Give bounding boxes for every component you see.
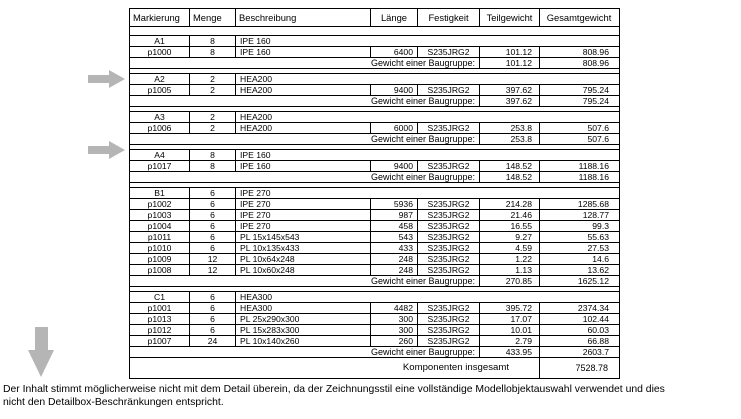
cell-grade: S235JRG2 [418, 47, 480, 57]
cell-desc: IPE 270 [240, 188, 271, 198]
grand-total-value: 7528.78 [575, 362, 608, 373]
cell-total-weight: 27.53 [587, 243, 609, 253]
report-table [129, 8, 620, 379]
cell-mark: C1 [130, 292, 190, 302]
part-row-p1005 [130, 85, 619, 96]
assembly-row-C1 [130, 292, 619, 303]
cell-mark: A2 [130, 74, 190, 84]
assembly-summary-label: Gewicht einer Baugruppe: [130, 172, 480, 182]
cell-qty: 6 [190, 199, 236, 209]
part-row-p1010 [130, 243, 619, 254]
cell-mark: p1002 [130, 199, 190, 209]
assembly-summary-row-A2 [130, 96, 619, 107]
arrow-stem [88, 75, 109, 83]
cell-desc: HEA300 [240, 292, 273, 302]
cell-desc: HEA200 [236, 85, 371, 95]
cell-total-weight: 1285.68 [577, 199, 609, 209]
cell-total-weight: 808.96 [582, 58, 609, 68]
cell-grade: S235JRG2 [418, 232, 480, 242]
cell-mark: p1009 [130, 254, 190, 264]
arrow-right-icon [109, 141, 125, 159]
cell-desc: IPE 160 [240, 36, 271, 46]
cell-mark: p1006 [130, 123, 190, 133]
arrow-stem [88, 146, 109, 154]
cell-part-weight: 253.8 [480, 123, 540, 133]
part-row-p1009 [130, 254, 619, 265]
cell-length: 260 [371, 336, 418, 346]
cell-length: 248 [371, 254, 418, 264]
cell-grade: S235JRG2 [418, 221, 480, 231]
cell-qty: 6 [190, 325, 236, 335]
part-row-p1002 [130, 199, 619, 210]
cell-qty: 12 [190, 254, 236, 264]
cell-qty: 6 [190, 303, 236, 313]
header-cell-desc: Beschreibung [236, 9, 371, 26]
cell-length: 300 [371, 314, 418, 324]
cell-total-weight: 60.03 [587, 325, 609, 335]
annotation-arrow-down [28, 327, 55, 377]
cell-desc: IPE 160 [236, 161, 371, 171]
header-cell-part-weight: Teilgewicht [480, 9, 540, 26]
arrow-stem [35, 327, 48, 350]
cell-mark: p1008 [130, 265, 190, 275]
cell-total-weight: 14.6 [592, 254, 609, 264]
cell-total-weight: 55.63 [587, 232, 609, 242]
grand-total-row [130, 358, 619, 378]
cell-length: 9400 [371, 161, 418, 171]
cell-mark: p1004 [130, 221, 190, 231]
arrow-right-icon [109, 70, 125, 88]
cell-qty: 6 [190, 210, 236, 220]
cell-qty: 8 [190, 47, 236, 57]
cell-part-weight: 1.13 [480, 265, 540, 275]
cell-mark: p1005 [130, 85, 190, 95]
cell-qty: 2 [190, 112, 236, 122]
cell-length: 9400 [371, 85, 418, 95]
warning-text-line2: nicht den Detailbox-Beschränkungen entspricht. [3, 397, 224, 408]
cell-qty: 12 [190, 265, 236, 275]
cell-desc: PL 15x283x300 [236, 325, 371, 335]
part-row-p1008 [130, 265, 619, 276]
part-row-p1003 [130, 210, 619, 221]
cell-qty: 8 [190, 161, 236, 171]
cell-total-weight: 1625.12 [577, 276, 609, 286]
cell-length: 4482 [371, 303, 418, 313]
part-row-p1013 [130, 314, 619, 325]
spacer-row [130, 27, 619, 36]
cell-qty: 24 [190, 336, 236, 346]
cell-length: 5936 [371, 199, 418, 209]
header-cell-length: Länge [371, 9, 418, 26]
header-cell-mark: Markierung [130, 9, 190, 26]
cell-grade: S235JRG2 [418, 325, 480, 335]
cell-desc: HEA300 [236, 303, 371, 313]
part-row-p1000 [130, 47, 619, 58]
cell-part-weight: 101.12 [480, 47, 540, 57]
cell-desc: IPE 270 [236, 221, 371, 231]
annotation-arrow-right-a4 [88, 141, 125, 159]
grand-total-label: Komponenten insgesamt [130, 358, 540, 378]
cell-total-weight: 2603.7 [582, 347, 609, 357]
cell-part-weight: 253.8 [480, 134, 540, 144]
cell-part-weight: 395.72 [480, 303, 540, 313]
assembly-summary-row-C1 [130, 347, 619, 358]
cell-desc: PL 15x145x543 [236, 232, 371, 242]
cell-desc: PL 25x290x300 [236, 314, 371, 324]
part-row-p1004 [130, 221, 619, 232]
table-header-row [130, 9, 619, 27]
annotation-arrow-right-a2 [88, 70, 125, 88]
arrow-down-icon [28, 350, 54, 377]
cell-part-weight: 9.27 [480, 232, 540, 242]
cell-qty: 6 [190, 188, 236, 198]
cell-grade: S235JRG2 [418, 243, 480, 253]
cell-length: 6400 [371, 47, 418, 57]
cell-part-weight: 214.28 [480, 199, 540, 209]
cell-total-weight: 13.62 [587, 265, 609, 275]
cell-desc: HEA200 [240, 112, 273, 122]
assembly-summary-row-A1 [130, 58, 619, 69]
cell-part-weight: 148.52 [480, 172, 540, 182]
cell-desc: IPE 160 [240, 150, 271, 160]
cell-grade: S235JRG2 [418, 254, 480, 264]
cell-grade: S235JRG2 [418, 314, 480, 324]
cell-total-weight: 99.3 [592, 221, 609, 231]
cell-grade: S235JRG2 [418, 210, 480, 220]
part-row-p1011 [130, 232, 619, 243]
cell-grade: S235JRG2 [418, 199, 480, 209]
cell-mark: B1 [130, 188, 190, 198]
cell-desc: PL 10x60x248 [236, 265, 371, 275]
cell-part-weight: 397.62 [480, 96, 540, 106]
assembly-summary-label: Gewicht einer Baugruppe: [130, 58, 480, 68]
cell-grade: S235JRG2 [418, 85, 480, 95]
cell-part-weight: 148.52 [480, 161, 540, 171]
cell-mark: A4 [130, 150, 190, 160]
cell-qty: 6 [190, 292, 236, 302]
cell-qty: 6 [190, 221, 236, 231]
cell-total-weight: 1188.16 [578, 172, 609, 182]
cell-part-weight: 397.62 [480, 85, 540, 95]
cell-mark: p1000 [130, 47, 190, 57]
part-row-p1012 [130, 325, 619, 336]
cell-part-weight: 101.12 [480, 58, 540, 68]
cell-part-weight: 1.22 [480, 254, 540, 264]
assembly-summary-row-A4 [130, 172, 619, 183]
cell-grade: S235JRG2 [418, 303, 480, 313]
cell-total-weight: 1188.16 [578, 161, 609, 171]
cell-mark: A1 [130, 36, 190, 46]
cell-total-weight: 66.88 [587, 336, 609, 346]
cell-grade: S235JRG2 [418, 336, 480, 346]
cell-mark: A3 [130, 112, 190, 122]
cell-mark: p1012 [130, 325, 190, 335]
assembly-row-B1 [130, 188, 619, 199]
cell-mark: p1013 [130, 314, 190, 324]
assembly-summary-row-A3 [130, 134, 619, 145]
cell-length: 248 [371, 265, 418, 275]
cell-desc: IPE 270 [236, 199, 371, 209]
cell-qty: 2 [190, 85, 236, 95]
cell-mark: p1007 [130, 336, 190, 346]
assembly-row-A2 [130, 74, 619, 85]
cell-mark: p1003 [130, 210, 190, 220]
cell-part-weight: 21.46 [480, 210, 540, 220]
cell-part-weight: 17.07 [480, 314, 540, 324]
header-cell-total-weight: Gesamtgewicht [546, 11, 612, 23]
cell-qty: 6 [190, 243, 236, 253]
cell-qty: 8 [190, 150, 236, 160]
cell-part-weight: 4.59 [480, 243, 540, 253]
cell-mark: p1010 [130, 243, 190, 253]
assembly-row-A3 [130, 112, 619, 123]
cell-grade: S235JRG2 [418, 265, 480, 275]
cell-length: 6000 [371, 123, 418, 133]
warning-text [3, 383, 741, 409]
part-row-p1017 [130, 161, 619, 172]
assembly-summary-label: Gewicht einer Baugruppe: [130, 276, 480, 286]
cell-total-weight: 808.96 [582, 47, 609, 57]
cell-mark: p1001 [130, 303, 190, 313]
cell-desc: IPE 270 [236, 210, 371, 220]
cell-desc: HEA200 [236, 123, 371, 133]
cell-desc: PL 10x135x433 [236, 243, 371, 253]
assembly-row-A1 [130, 36, 619, 47]
assembly-summary-row-B1 [130, 276, 619, 287]
cell-desc: PL 10x140x260 [236, 336, 371, 346]
header-cell-qty: Menge [190, 9, 236, 26]
assembly-summary-label: Gewicht einer Baugruppe: [130, 347, 480, 357]
cell-part-weight: 433.95 [480, 347, 540, 357]
cell-total-weight: 795.24 [582, 85, 609, 95]
cell-total-weight: 507.6 [587, 123, 609, 133]
cell-length: 433 [371, 243, 418, 253]
cell-desc: PL 10x64x248 [236, 254, 371, 264]
header-cell-grade: Festigkeit [418, 9, 480, 26]
cell-qty: 8 [190, 36, 236, 46]
cell-desc: HEA200 [240, 74, 273, 84]
cell-length: 987 [371, 210, 418, 220]
cell-grade: S235JRG2 [418, 161, 480, 171]
assembly-summary-label: Gewicht einer Baugruppe: [130, 96, 480, 106]
cell-total-weight: 2374.34 [577, 303, 609, 313]
cell-part-weight: 16.55 [480, 221, 540, 231]
cell-qty: 6 [190, 314, 236, 324]
cell-part-weight: 270.85 [480, 276, 540, 286]
cell-part-weight: 2.79 [480, 336, 540, 346]
assembly-summary-label: Gewicht einer Baugruppe: [130, 134, 480, 144]
cell-mark: p1011 [130, 232, 190, 242]
cell-total-weight: 795.24 [582, 96, 609, 106]
cell-grade: S235JRG2 [418, 123, 480, 133]
cell-mark: p1017 [130, 161, 190, 171]
cell-desc: IPE 160 [236, 47, 371, 57]
cell-length: 300 [371, 325, 418, 335]
part-row-p1006 [130, 123, 619, 134]
cell-total-weight: 507.6 [587, 134, 609, 144]
cell-total-weight: 128.77 [582, 210, 609, 220]
part-row-p1001 [130, 303, 619, 314]
cell-total-weight: 102.44 [582, 314, 609, 324]
cell-length: 543 [371, 232, 418, 242]
cell-part-weight: 10.01 [480, 325, 540, 335]
cell-qty: 2 [190, 123, 236, 133]
cell-length: 458 [371, 221, 418, 231]
warning-text-line1: Der Inhalt stimmt möglicherweise nicht mit dem Detail überein, da der Zeichnungsstil eine vollständige Modellobjektauswahl verwendet und dies [3, 384, 665, 395]
cell-qty: 2 [190, 74, 236, 84]
part-row-p1007 [130, 336, 619, 347]
cell-qty: 6 [190, 232, 236, 242]
assembly-row-A4 [130, 150, 619, 161]
